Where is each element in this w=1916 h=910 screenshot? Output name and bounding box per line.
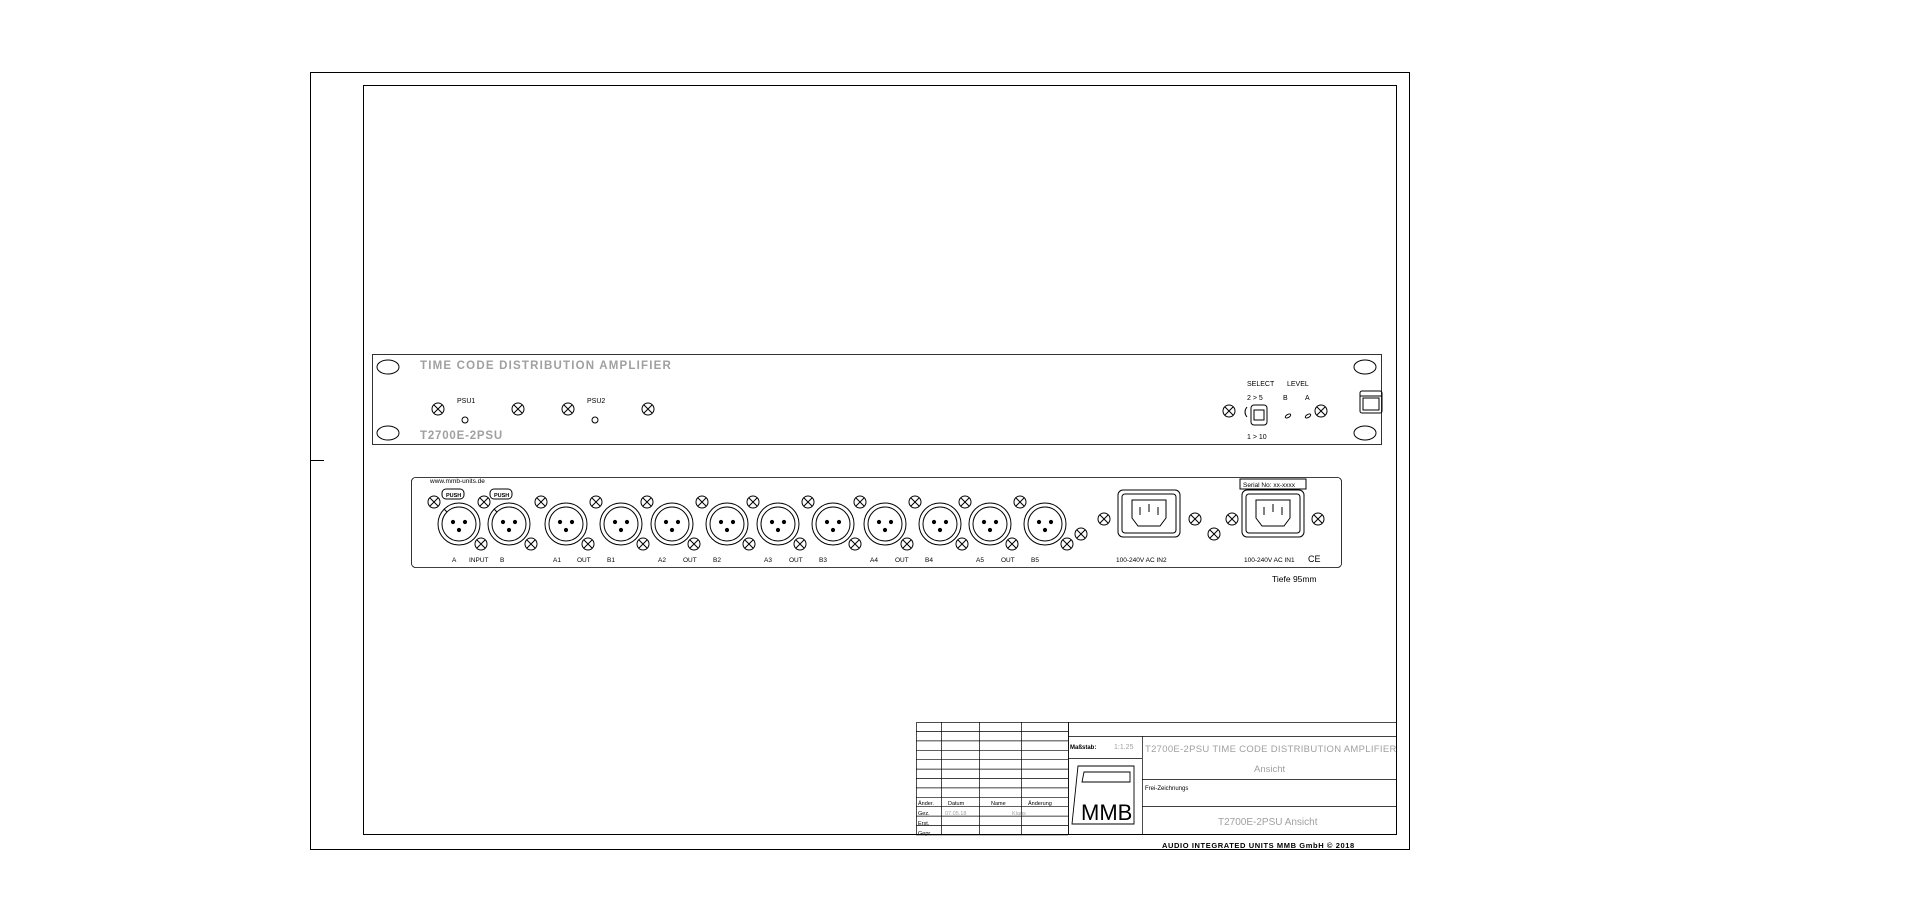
rear-screw [743,538,755,550]
rear-screw [590,496,602,508]
rear-screw [1061,538,1073,550]
output-a-label: A2 [658,557,666,564]
rear-screw [478,496,490,508]
xlr-output-connector [545,503,587,545]
select-top-label: 2 > 5 [1247,395,1263,402]
front-panel [373,355,1383,445]
output-out-label: OUT [683,557,697,564]
output-b-label: B5 [1031,557,1039,564]
rack-hole [1354,360,1376,374]
output-a-label: A1 [553,557,561,564]
xlr-input-connector [488,503,530,545]
rear-screw [802,496,814,508]
select-bottom-label: 1 > 10 [1247,434,1267,441]
rear-panel [412,478,1342,568]
col-datum: Datum [948,801,965,807]
front-bnc-connector [1360,391,1382,413]
front-screws [432,403,1327,417]
massstab-value: 1:1.25 [1114,744,1134,751]
rear-screw [854,496,866,508]
push-tab-a [442,489,464,499]
xlr-output-connector [864,503,906,545]
massstab-label: Maßstab: [1070,745,1097,751]
front-model: T2700E-2PSU [420,430,503,442]
xlr-input-connector [438,503,480,545]
drawing-name: T2700E-2PSU Ansicht [1218,817,1318,828]
rear-screw [956,538,968,550]
xlr-output-connector [919,503,961,545]
drawing-subtitle: Ansicht [1254,764,1286,775]
input-label: INPUT [469,557,489,564]
output-a-label: A5 [976,557,984,564]
company-label: AUDIO INTEGRATED UNITS MMB GmbH © 2018 [1162,841,1355,850]
gez-datum: 07.05.18 [945,811,967,817]
rear-screw [959,496,971,508]
url-label: www.mmb-units.de [430,478,485,485]
output-labels [553,557,1039,564]
output-a-label: A4 [870,557,878,564]
output-b-label: B1 [607,557,615,564]
front-title: TIME CODE DISTRIBUTION AMPLIFIER [420,360,672,372]
output-out-label: OUT [577,557,591,564]
row-gez: Gez. [918,811,930,817]
level-label: LEVEL [1287,381,1309,388]
output-out-label: OUT [895,557,909,564]
xlr-output-connector [600,503,642,545]
level-trim-b[interactable] [1285,413,1292,419]
ac-in2-label: 100-240V AC IN2 [1116,557,1167,564]
rear-screw [1098,513,1110,525]
rear-screw [747,496,759,508]
rear-screw [1189,513,1201,525]
output-out-label: OUT [1001,557,1015,564]
rear-screw [1208,528,1220,540]
rear-screw [475,538,487,550]
rear-screw [641,496,653,508]
rack-hole [377,360,399,374]
col-anderung: Änderung [1028,801,1052,807]
rear-screw [428,496,440,508]
col-name: Name [991,801,1006,807]
level-a-label: A [1305,395,1310,402]
psu2-label: PSU2 [587,398,606,405]
output-out-label: OUT [789,557,803,564]
rear-screw [794,538,806,550]
col-aend: Änder. [918,801,934,807]
rear-screw [1006,538,1018,550]
level-trim-a[interactable] [1305,413,1312,419]
xlr-output-connector [1024,503,1066,545]
svg-text:PUSH: PUSH [446,493,462,499]
xlr-output-connector [812,503,854,545]
gez-name: Klaus [1012,811,1026,817]
svg-text:MMB: MMB [1081,800,1133,825]
xlr-output-connector [969,503,1011,545]
psu1-label: PSU1 [457,398,476,405]
svg-text:PUSH: PUSH [494,493,510,499]
xlr-output-connector [651,503,693,545]
ce-mark: CE [1308,554,1321,564]
output-b-label: B4 [925,557,933,564]
serial-plate [1240,479,1306,489]
rear-screw [1226,513,1238,525]
rear-screw [909,496,921,508]
rear-screw [688,538,700,550]
output-b-label: B3 [819,557,827,564]
rear-screw [1075,528,1087,540]
rear-screw [849,538,861,550]
push-tab-b [490,489,512,499]
rear-screw [1312,513,1324,525]
level-b-label: B [1283,395,1288,402]
ac-inlet-in1 [1242,490,1304,537]
rear-screw [1014,496,1026,508]
xlr-output-connector [757,503,799,545]
input-b-label: B [500,557,505,564]
row-gepr: Gepr. [918,831,932,837]
sheet-border [311,73,1410,850]
rear-screw [901,538,913,550]
select-label: SELECT [1247,381,1275,388]
output-b-label: B2 [713,557,721,564]
select-switch[interactable] [1245,405,1267,425]
frei-label: Frei-Zeichnungs [1145,786,1189,792]
psu2-led [592,417,598,423]
depth-label: Tiefe 95mm [1272,574,1317,584]
ac-in1-label: 100-240V AC IN1 [1244,557,1295,564]
ac-inlet-in2 [1118,490,1180,537]
rear-screw [525,538,537,550]
psu1-led [462,417,468,423]
rear-screws [428,496,1324,550]
output-a-label: A3 [764,557,772,564]
input-a-label: A [452,557,457,564]
rear-screw [696,496,708,508]
rear-screw [582,538,594,550]
xlr-output-connector [706,503,748,545]
rear-screw [637,538,649,550]
row-erst: Erst. [918,821,930,827]
mmb-logo [1072,766,1134,825]
rack-hole [377,426,399,440]
title-block [916,722,1397,850]
svg-text:Serial No: xx-xxxx: Serial No: xx-xxxx [1243,482,1296,489]
drawing-title: T2700E-2PSU TIME CODE DISTRIBUTION AMPLIFIER [1145,744,1397,755]
rear-screw [535,496,547,508]
rack-hole [1354,426,1376,440]
